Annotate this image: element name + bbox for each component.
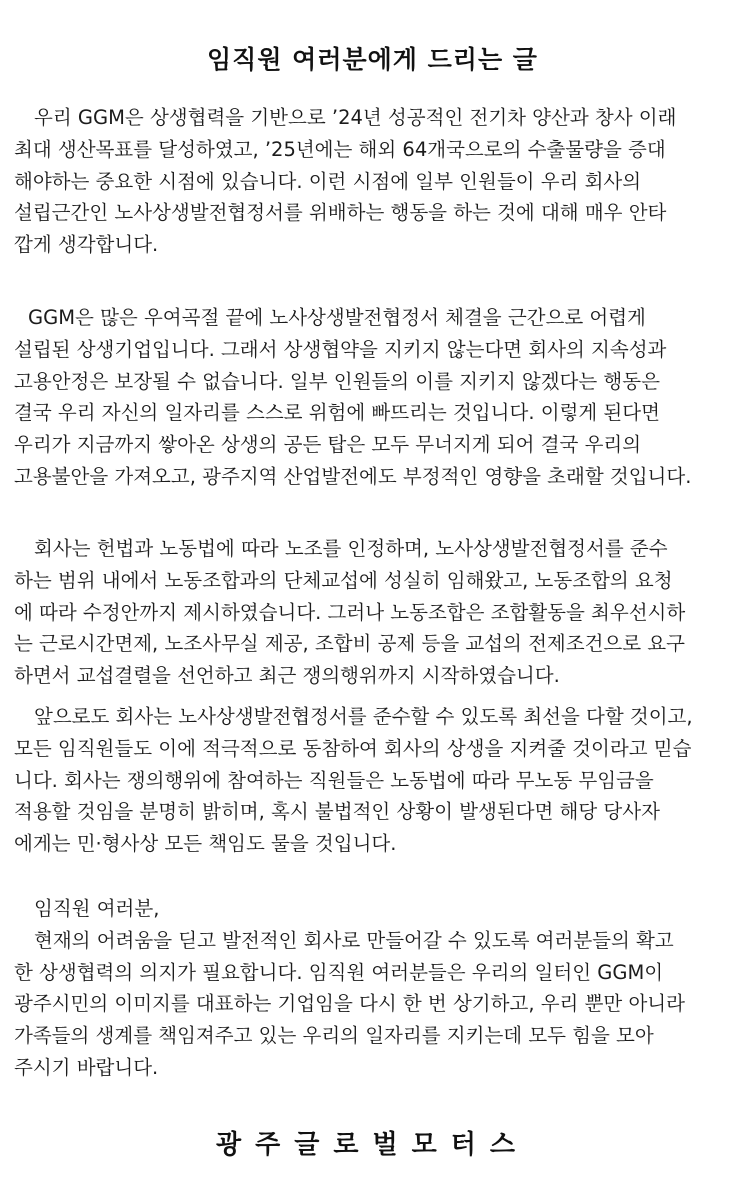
paragraph-line: 니다. 회사는 쟁의행위에 참여하는 직원들은 노동법에 따라 무노동 무임금을 <box>14 768 654 792</box>
paragraph-line: 주시기 바랍니다. <box>14 1055 159 1079</box>
paragraph-2 <box>14 302 729 493</box>
company-signature: 광주글로벌모터스 <box>216 1130 529 1160</box>
paragraph-line: 적용할 것임을 분명히 밝히며, 혹시 불법적인 상황이 발생된다면 해당 당사자 <box>14 800 660 824</box>
paragraph-line: 에 따라 수정안까지 제시하였습니다. 그러나 노동조합은 조합활동을 최우선시하 <box>14 600 686 624</box>
paragraph-3 <box>14 533 729 692</box>
paragraph-line: 광주시민의 이미지를 대표하는 기업임을 다시 한 번 상기하고, 우리 뿐만 아니라 <box>14 992 685 1016</box>
paragraph-line: 최대 생산목표를 달성하였고, ’25년에는 해외 64개국으로의 수출물량을 증대 <box>14 137 666 161</box>
greeting-line: 임직원 여러분, <box>34 897 160 920</box>
paragraph-line: 우리가 지금까지 쌓아온 상생의 공든 탑은 모두 무너지게 되어 결국 우리의 <box>14 433 642 457</box>
letter-title: 임직원 여러분에게 드리는 글 <box>207 45 538 74</box>
paragraph-4 <box>14 701 729 860</box>
paragraph-line: 가족들의 생계를 책임져주고 있는 우리의 일자리를 지키는데 모두 힘을 모아 <box>14 1024 654 1048</box>
paragraph-line: 고용안정은 보장될 수 없습니다. 일부 인원들의 이를 지키지 않겠다는 행동은 <box>14 369 660 393</box>
paragraph-line: 결국 우리 자신의 일자리를 스스로 위험에 빠뜨리는 것입니다. 이렇게 된다면 <box>14 401 660 425</box>
paragraph-line: 에게는 민·형사상 모든 책임도 물을 것입니다. <box>14 832 397 856</box>
paragraph-line: 앞으로도 회사는 노사상생발전협정서를 준수할 수 있도록 최선을 다할 것이고, <box>34 705 693 728</box>
paragraph-line: 우리 GGM은 상생협력을 기반으로 ’24년 성공적인 전기차 양산과 창사 이래 <box>34 106 677 129</box>
paragraph-line: 고용불안을 가져오고, 광주지역 산업발전에도 부정적인 영향을 초래할 것입니다. <box>14 464 692 488</box>
paragraph-line: 한 상생협력의 의지가 필요합니다. 임직원 여러분들은 우리의 일터인 GGM이 <box>14 960 664 984</box>
paragraph-1 <box>14 102 729 261</box>
paragraph-line: GGM은 많은 우여곡절 끝에 노사상생발전협정서 체결을 근간으로 어렵게 <box>28 306 646 329</box>
paragraph-line: 깝게 생각합니다. <box>14 233 159 257</box>
paragraph-line: 설립근간인 노사상생발전협정서를 위배하는 행동을 하는 것에 대해 매우 안타 <box>14 201 667 225</box>
paragraph-line: 현재의 어려움을 딛고 발전적인 회사로 만들어갈 수 있도록 여러분들의 확고 <box>34 928 674 952</box>
paragraph-5 <box>14 893 729 1084</box>
paragraph-line: 회사는 헌법과 노동법에 따라 노조를 인정하며, 노사상생발전협정서를 준수 <box>34 537 668 560</box>
paragraph-line: 하는 범위 내에서 노동조합과의 단체교섭에 성실히 임해왔고, 노동조합의 요청 <box>14 568 673 592</box>
paragraph-line: 는 근로시간면제, 노조사무실 제공, 조합비 공제 등을 교섭의 전제조건으로 요구 <box>14 632 685 656</box>
paragraph-line: 하면서 교섭결렬을 선언하고 최근 쟁의행위까지 시작하였습니다. <box>14 664 560 688</box>
paragraph-line: 설립된 상생기업입니다. 그래서 상생협약을 지키지 않는다면 회사의 지속성과 <box>14 337 667 361</box>
paragraph-line: 모든 임직원들도 이에 적극적으로 동참하여 회사의 상생을 지켜줄 것이라고 믿습 <box>14 736 692 760</box>
paragraph-line: 해야하는 중요한 시점에 있습니다. 이런 시점에 일부 인원들이 우리 회사의 <box>14 169 642 193</box>
